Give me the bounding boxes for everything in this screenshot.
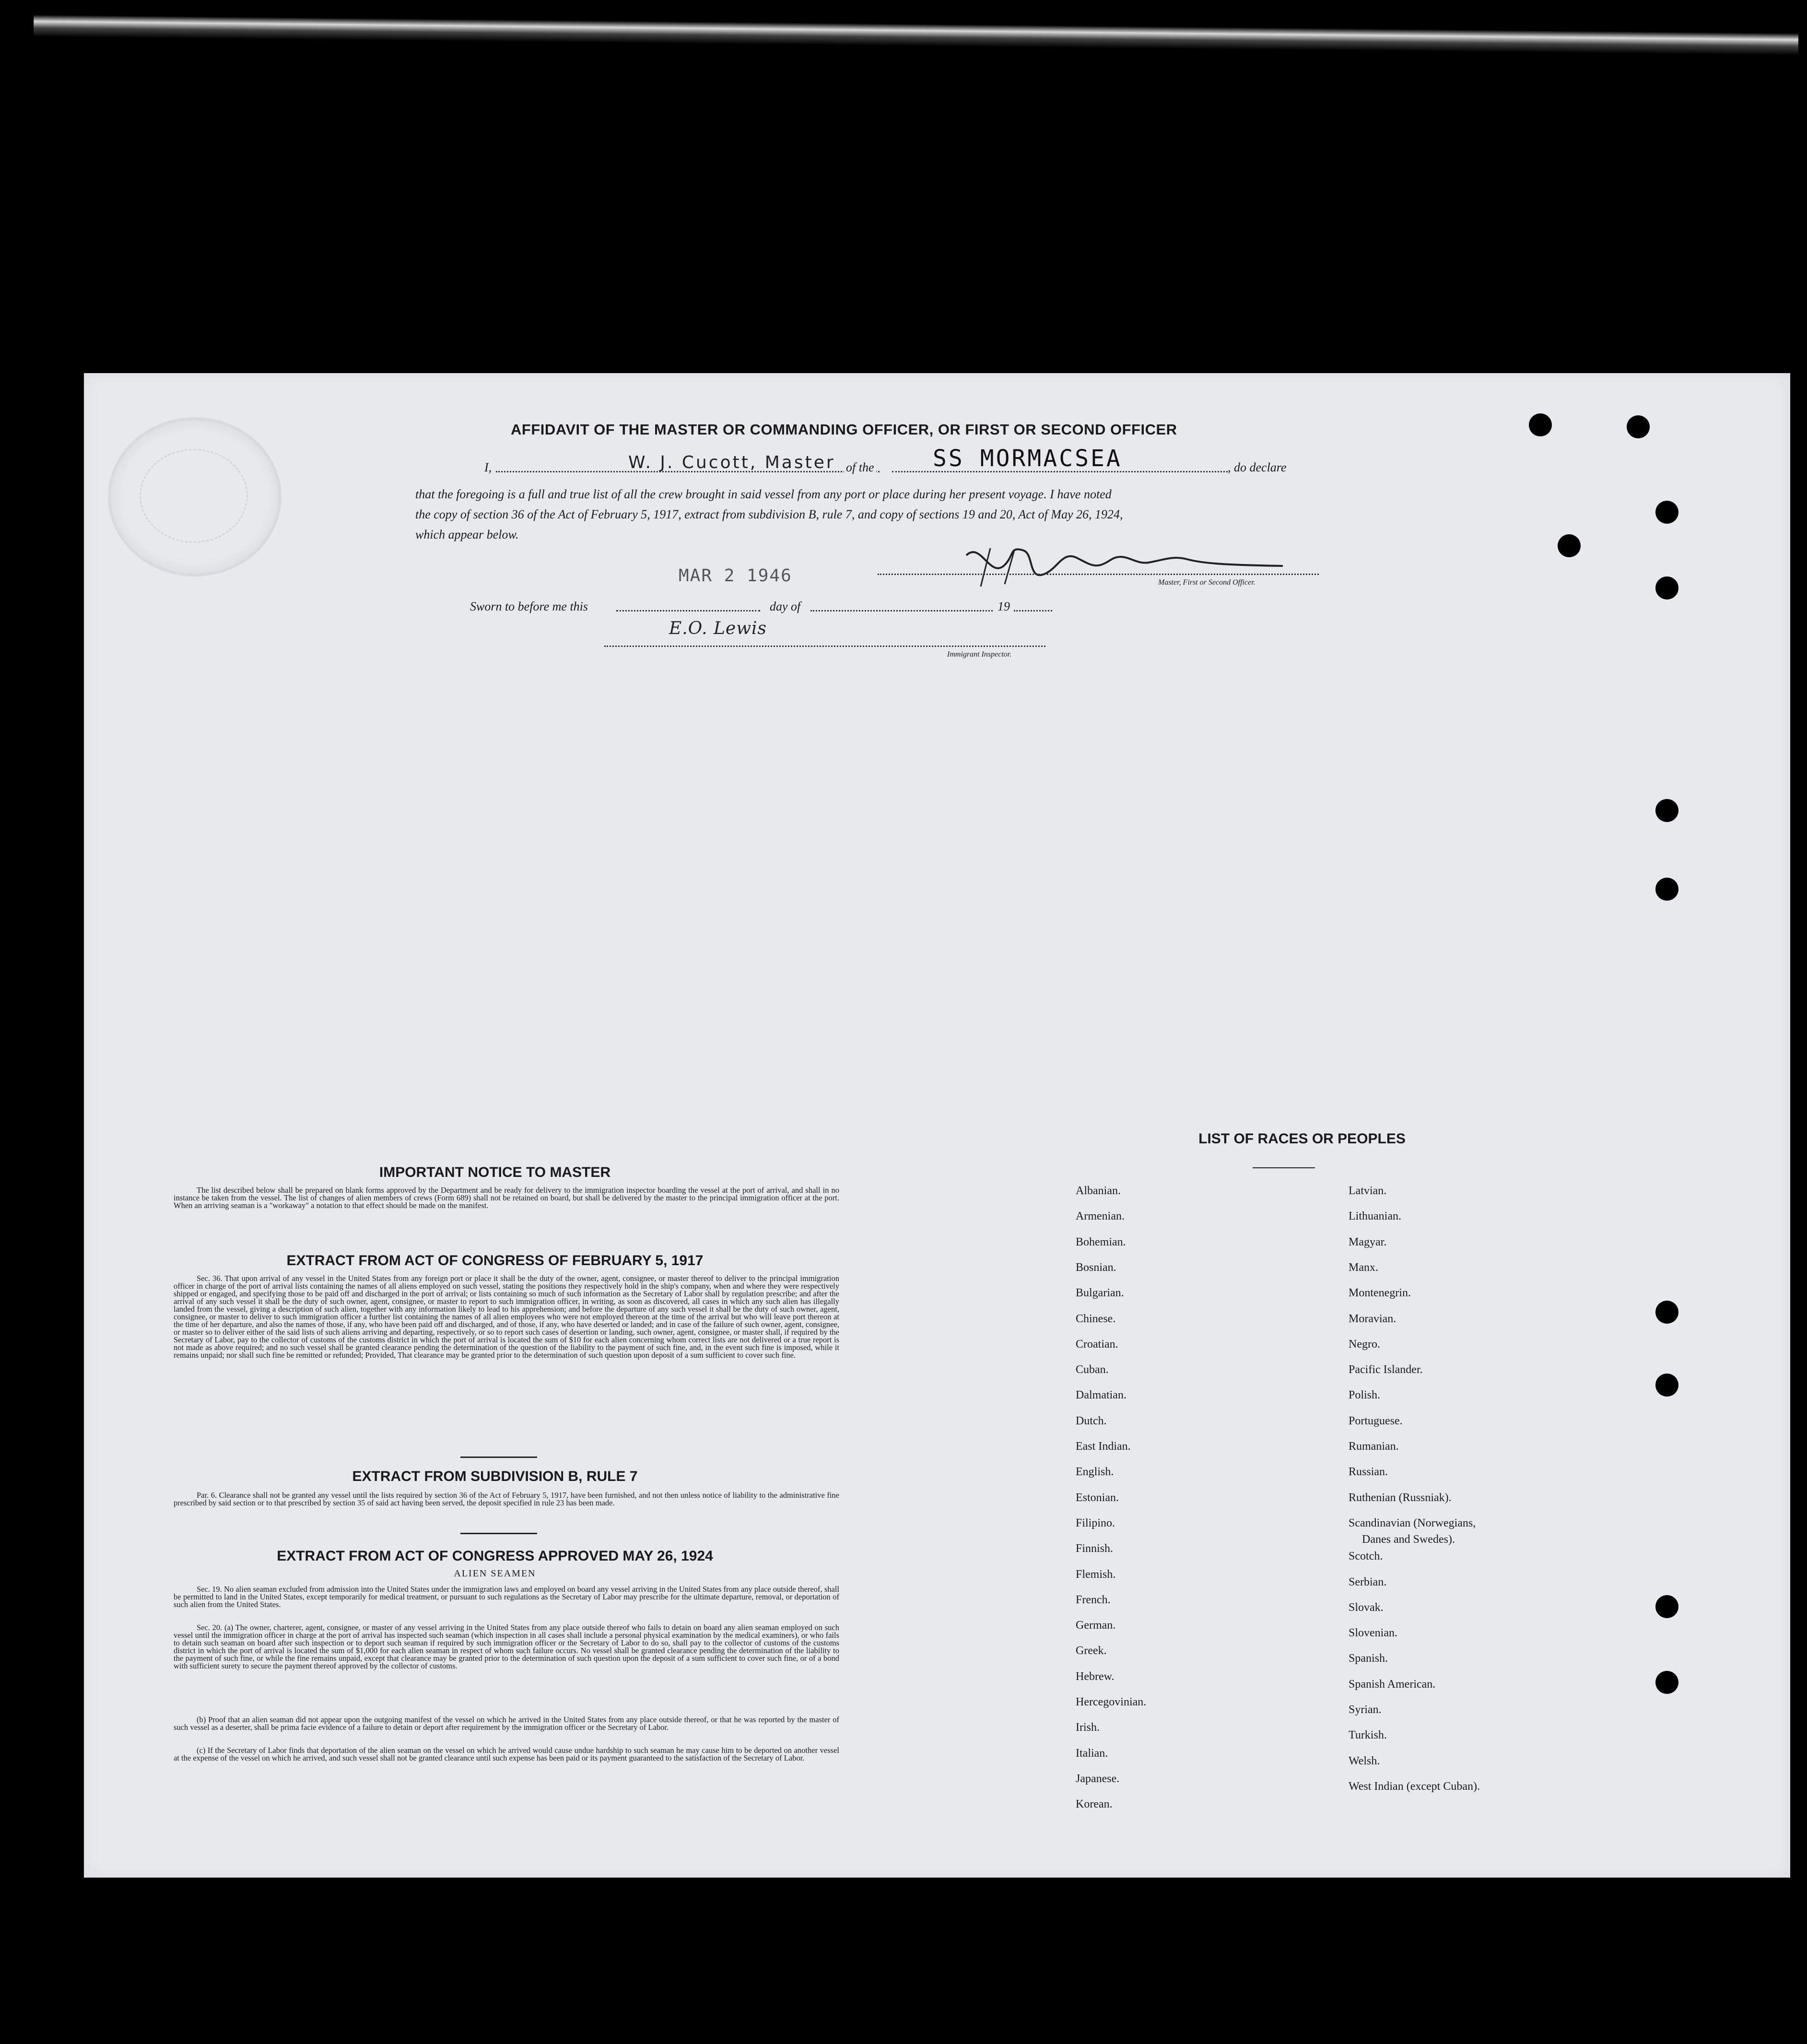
master-name: W. J. Cucott, Master (628, 453, 835, 472)
race-item: Manx. (1349, 1261, 1378, 1274)
sec20c-text: (c) If the Secretary of Labor finds that deportation of the alien seaman on the vessel on which he arrived would cause undue hardship to such seaman he may cause him to be deported on another vessel at the expense of the vessel on which he arrived, and such vessel shall not be granted clearance until such expense has been paid or its payment guaranteed to the satisfaction of the Secretary of Labor. (174, 1746, 839, 1762)
punch-hole (1655, 1671, 1678, 1694)
punch-hole (1558, 534, 1581, 557)
race-item: Latvian. (1349, 1185, 1387, 1197)
race-item: German. (1076, 1619, 1116, 1632)
race-item: Serbian. (1349, 1575, 1387, 1588)
punch-hole (1529, 413, 1552, 436)
rule7-text: Par. 6. Clearance shall not be granted any vessel until the lists required by section 36 of the Act of February 5, 1917, have been furnished, and not then unless notice of liability to the administrative fine prescribed by said section or to that prescribed by section 35 of said act having been served, the deposit specified in rule 23 has been made. (174, 1491, 839, 1507)
sworn-year-dotline (1014, 610, 1052, 611)
race-item: Greek. (1076, 1645, 1107, 1657)
race-item: Lithuanian. (1349, 1210, 1401, 1223)
race-item: Pacific Islander. (1349, 1363, 1423, 1376)
race-item: Scotch. (1349, 1550, 1383, 1563)
notice-text: The list described below shall be prepared on blank forms approved by the Department and be ready for delivery to the immigration inspector boarding the vessel at the port of arrival, and shall in no instance be taken from the vessel. The list of changes of alien members of crews (Form 689) shall not be retained on board, but shall be delivered by the master to the principal immigration officer at the port. When an arriving seaman is a "workaway" a notation to that effect should be made on the manifest. (174, 1186, 839, 1210)
race-item: Dalmatian. (1076, 1389, 1126, 1402)
race-item: Russian. (1349, 1466, 1388, 1479)
punch-hole (1655, 1301, 1678, 1324)
sec20a-text: Sec. 20. (a) The owner, charterer, agent, consignee, or master of any vessel arriving in the United States from any place outside thereof who fails to detain on board any alien seaman employed on such vessel until the immigration officer in charge at the port of arrival has inspected such seaman (which inspection in all cases shall include a personal physical examination by the medical examiners), or who fails to detain such seaman on board after such inspection or to deport such seaman if required by such immigration officer or the Secretary of Labor to do so, shall pay to the collector of customs of the customs district in which the port of arrival is located the sum of $1,000 for each alien seaman in respect of whom such failure occurs. No vessel shall be granted clearance pending the determination of the liability to the payment of such fine, or while the fine remains unpaid, except that clearance may be granted prior to the determination of such question upon the deposit of a sum sufficient to cover such fine, or of a bond with sufficient surety to secure the payment thereof approved by the collector of customs. (174, 1623, 839, 1670)
inspector-signature: E.O. Lewis (669, 619, 767, 638)
rule7-title: EXTRACT FROM SUBDIVISION B, RULE 7 (352, 1468, 638, 1484)
day-of-text: day of (770, 599, 801, 613)
race-item: Slovak. (1349, 1601, 1384, 1614)
affidavit-prefix: I, (484, 460, 492, 474)
extract-1924-title: EXTRACT FROM ACT OF CONGRESS APPROVED MAY 26, 1924 (277, 1548, 713, 1564)
race-item: Armenian. (1076, 1210, 1125, 1223)
punch-hole (1655, 1595, 1678, 1618)
punch-hole (1655, 501, 1678, 524)
race-item: Spanish American. (1349, 1678, 1436, 1691)
notice-title: IMPORTANT NOTICE TO MASTER (379, 1164, 611, 1180)
race-item: Bulgarian. (1076, 1287, 1124, 1300)
race-item: Spanish. (1349, 1652, 1388, 1665)
race-item: East Indian. (1076, 1440, 1131, 1453)
race-item: Hebrew. (1076, 1670, 1115, 1683)
races-title: LIST OF RACES OR PEOPLES (1198, 1131, 1406, 1147)
date-stamp: MAR 2 1946 (679, 566, 792, 586)
race-item: Flemish. (1076, 1568, 1116, 1581)
year-prefix: 19 (997, 599, 1010, 613)
race-item: Scandinavian (Norwegians, (1349, 1516, 1476, 1529)
sworn-text: Sworn to before me this (470, 599, 588, 613)
section-divider (460, 1457, 537, 1458)
race-item: Dutch. (1076, 1414, 1107, 1427)
alien-seamen-subtitle: ALIEN SEAMEN (454, 1568, 536, 1579)
races-title-rule (1253, 1167, 1315, 1168)
race-item: Negro. (1349, 1338, 1380, 1351)
race-item: Albanian. (1076, 1185, 1121, 1197)
section-divider (460, 1533, 537, 1534)
race-item: English. (1076, 1466, 1114, 1479)
race-item: French. (1076, 1593, 1111, 1606)
vessel-name: SS MORMACSEA (933, 445, 1122, 472)
signature-dotline (878, 574, 1319, 575)
signature-caption: Master, First or Second Officer. (1158, 578, 1256, 587)
declaration-line-3: the copy of section 36 of the Act of February 5, 1917, extract from subdivision B, rule 7, and copy of sections 19 and 20, Act of May 26, 1924, (415, 507, 1123, 521)
race-item: Bohemian. (1076, 1235, 1126, 1248)
declaration-line-4: which appear below. (415, 528, 519, 541)
scan-edge-artifact (34, 15, 1798, 56)
race-item: West Indian (except Cuban). (1349, 1780, 1480, 1793)
inspector-caption: Immigrant Inspector. (947, 650, 1012, 658)
race-item: Portuguese. (1349, 1414, 1403, 1427)
race-item: Italian. (1076, 1747, 1108, 1760)
do-declare-text: , do declare (1228, 460, 1287, 474)
race-item: Estonian. (1076, 1491, 1119, 1504)
race-item: Danes and Swedes). (1362, 1533, 1455, 1546)
race-item: Welsh. (1349, 1754, 1380, 1767)
race-item: Hercegovinian. (1076, 1696, 1147, 1708)
race-item: Moravian. (1349, 1312, 1396, 1325)
sec19-text: Sec. 19. No alien seaman excluded from admission into the United States under the immigration laws and employed on board any vessel arriving in the United States from any place outside thereof, shall be permitted to land in the United States, except temporarily for medical treatment, or pursuant to such regulations as the Secretary of Labor may prescribe for the ultimate departure, removal, or deportation of such alien from the United States. (174, 1585, 839, 1609)
extract-1917-text: Sec. 36. That upon arrival of any vessel in the United States from any foreign port or place it shall be the duty of the owner, agent, consignee, or master thereof to deliver to the principal immigration officer in charge of the port of arrival lists containing the names of all aliens employed on such vessel, stating the positions they respectively hold in the ship's company, when and where they were respectively shipped or engaged, and specifying those to be paid off and discharged in the port of arrival; or lists containing so much of such information as the Secretary of Labor shall by regulation prescribe; and after the arrival of any such vessel it shall be the duty of such owner, agent, consignee, or master to report to such immigration officer, in writing, as soon as discovered, all cases in which any such alien has illegally landed from the vessel, giving a description of such alien, together with any information likely to lead to his apprehension; and before the departure of any such vessel it shall be the duty of such owner, agent, consignee, or master to deliver to such immigration officer a further list containing the names of all alien employees who were not employed thereon at the time of the arrival but who will leave port thereon at the time of her departure, and also the names of those, if any, who have been paid off and discharged, and of those, if any, who have deserted or landed; and in case of the failure of such owner, agent, consignee, or master so to deliver either of the said lists of such aliens arriving and departing, respectively, or so to report such cases of desertion or landing, such owner, agent, consignee, or master shall, if required by the Secretary of Labor, pay to the collector of customs of the customs district in which the port of arrival is located the sum of $10 for each alien concerning whom correct lists are not delivered or a true report is not made as above required; and no such vessel shall be granted clearance pending the determination of the question of the liability to the payment of such fine, and, in the event such fine is imposed, while it remains unpaid; nor shall such fine be remitted or refunded; Provided, That clearance may be granted prior to the determination of such question upon deposit of a sum sufficient to cover such fine. (174, 1274, 839, 1360)
sworn-month-dotline (810, 610, 993, 611)
sec20b-text: (b) Proof that an alien seaman did not appear upon the outgoing manifest of the vessel on which he arrived in the United States from any place outside thereof, or that he was reported by the master of such vessel as a deserter, shall be prima facie evidence of a failure to detain or deport after requirement by the immigration officer or the Secretary of Labor. (174, 1715, 839, 1732)
race-item: Turkish. (1349, 1729, 1387, 1742)
extract-1917-title: EXTRACT FROM ACT OF CONGRESS OF FEBRUARY 5, 1917 (286, 1253, 704, 1269)
race-item: Bosnian. (1076, 1261, 1116, 1274)
punch-hole (1627, 415, 1650, 438)
punch-hole (1655, 799, 1678, 822)
race-item: Rumanian. (1349, 1440, 1399, 1453)
race-item: Magyar. (1349, 1235, 1387, 1248)
race-item: Filipino. (1076, 1516, 1115, 1529)
punch-hole (1655, 1374, 1678, 1397)
race-item: Japanese. (1076, 1772, 1120, 1785)
race-item: Ruthenian (Russniak). (1349, 1491, 1452, 1504)
race-item: Slovenian. (1349, 1627, 1397, 1640)
race-item: Irish. (1076, 1721, 1100, 1734)
race-item: Croatian. (1076, 1338, 1118, 1351)
race-item: Korean. (1076, 1798, 1113, 1811)
embossed-seal (108, 417, 282, 576)
race-item: Chinese. (1076, 1312, 1116, 1325)
punch-hole (1655, 576, 1678, 599)
affidavit-title: AFFIDAVIT OF THE MASTER OR COMMANDING OFFICER, OR FIRST OR SECOND OFFICER (511, 421, 1177, 438)
race-item: Syrian. (1349, 1703, 1382, 1716)
declaration-line-2: that the foregoing is a full and true list of all the crew brought in said vessel from any port or place during her present voyage. I have noted (415, 487, 1112, 501)
of-the-text: of the (844, 460, 876, 475)
inspector-dotline (604, 646, 1045, 647)
race-item: Cuban. (1076, 1363, 1109, 1376)
sworn-day-dotline (616, 610, 760, 611)
race-item: Polish. (1349, 1389, 1381, 1402)
punch-hole (1655, 878, 1678, 901)
race-item: Finnish. (1076, 1542, 1114, 1555)
race-item: Montenegrin. (1349, 1287, 1411, 1300)
